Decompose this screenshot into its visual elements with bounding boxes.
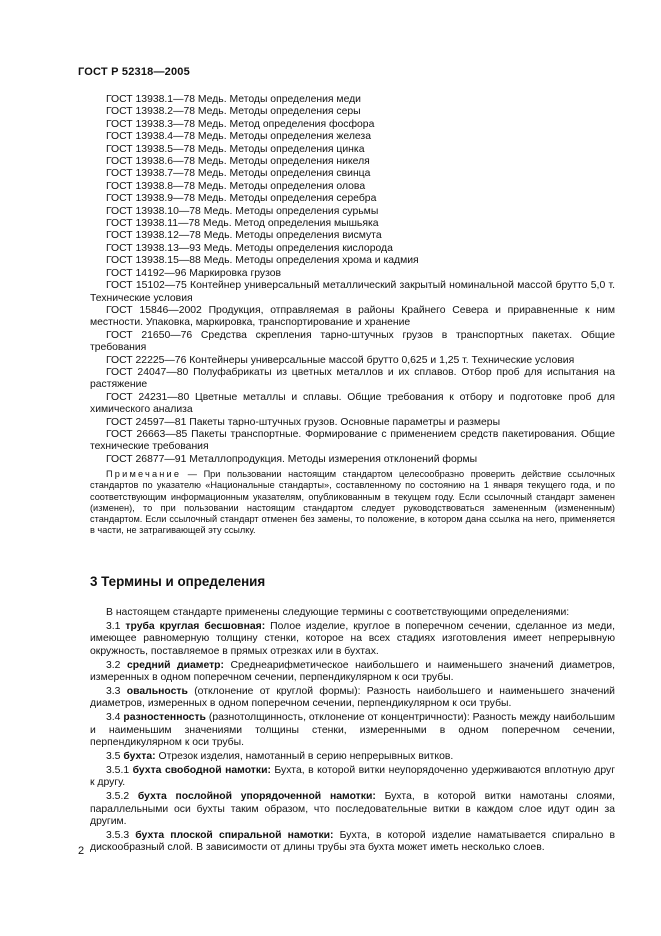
term-text: (разнотолщинность, отклонение от концентричности): Разность между наибольшим и наименьшим значениями толщины стенки, измеренными в одном поперечном сечении, перпендикулярном к оси трубы.	[90, 712, 615, 749]
reference-item: ГОСТ 13938.15—88 Медь. Методы определения хрома и кадмия	[106, 255, 419, 267]
note	[90, 469, 615, 536]
reference-item: ГОСТ 13938.6—78 Медь. Методы определения никеля	[106, 156, 370, 168]
term-number: 3.5.1	[106, 764, 133, 776]
term-text: Бухта, в которой витки неупорядоченно удерживаются вплотную друг к другу.	[90, 764, 615, 789]
note-text: — При пользовании настоящим стандартом целесообразно проверить действие ссылочных стандартов по указателю «Национальные стандарты», составленному по состоянию на 1 января текущего года, и по соответствующим информационным указателям, опубликованным в текущем году. Если ссылочный стандарт заменен (изменен), то при пользовании настоящим стандартом следует руководствоваться замененным (измененным) стандартом. Если ссылочный стандарт отменен без замены, то положение, в котором дана ссылка на него, применяется в части, не затрагивающей эту ссылку.	[90, 469, 615, 536]
term-text: Полое изделие, круглое в поперечном сечении, сделанное из меди, имеющее равномерную толщину стенки, которое на всех стадиях изготовления имеет непрерывную окружность, поставляемое в прямых отрезках или в бухтах.	[90, 620, 615, 657]
term-text: Бухта, в которой витки намотаны слоями, параллельными оси бухты таким образом, что последовательные витки в каждом слое идут один за другим.	[90, 791, 615, 827]
reference-item: ГОСТ 24231—80 Цветные металлы и сплавы. Общие требования к отбору и подготовке проб для химического анализа	[90, 391, 615, 416]
reference-item: ГОСТ 13938.5—78 Медь. Методы определения цинка	[106, 143, 365, 155]
term-definition	[90, 686, 615, 711]
term-definition	[90, 712, 615, 749]
reference-item: ГОСТ 13938.10—78 Медь. Методы определения сурьмы	[106, 205, 379, 217]
term-definition	[90, 621, 615, 658]
term-name: овальность	[126, 685, 188, 697]
term-name: средний диаметр:	[126, 659, 224, 671]
term-number: 3.5	[106, 750, 124, 762]
reference-item: ГОСТ 24597—81 Пакеты тарно-штучных грузов. Основные параметры и размеры	[106, 416, 501, 428]
section-title: 3 Термины и определения	[90, 574, 266, 589]
reference-item: ГОСТ 13938.3—78 Медь. Метод определения фосфора	[106, 118, 375, 130]
terms-section	[90, 607, 615, 856]
reference-item: ГОСТ 13938.2—78 Медь. Методы определения серы	[106, 106, 361, 118]
terms-intro: В настоящем стандарте применены следующие термины с соответствующими определениями:	[106, 607, 570, 618]
term-name: бухта свободной намотки:	[132, 764, 271, 776]
reference-item: ГОСТ 13938.9—78 Медь. Методы определения серебра	[106, 193, 377, 205]
term-number: 3.4	[106, 712, 124, 724]
term-name: разностенность	[123, 712, 206, 724]
reference-item: ГОСТ 21650—76 Средства скрепления тарно-штучных грузов в транспортных пакетах. Общие требования	[90, 329, 615, 354]
page-header: ГОСТ Р 52318—2005	[78, 66, 190, 78]
reference-item: ГОСТ 13938.1—78 Медь. Методы определения меди	[106, 94, 361, 105]
term-number: 3.5.2	[106, 791, 138, 803]
reference-item: ГОСТ 13938.12—78 Медь. Методы определения висмута	[106, 230, 382, 242]
term-name: бухта:	[123, 750, 156, 762]
term-definition	[90, 791, 615, 828]
reference-item: ГОСТ 22225—76 Контейнеры универсальные массой брутто 0,625 и 1,25 т. Технические условия	[106, 354, 575, 366]
reference-item: ГОСТ 13938.13—93 Медь. Методы определения кислорода	[106, 242, 393, 254]
term-name: бухта плоской спиральной намотки:	[135, 829, 334, 841]
reference-item: ГОСТ 15846—2002 Продукция, отправляемая в районы Крайнего Севера и приравненные к ним местности. Упаковка, маркировка, транспортирование и хранение	[90, 304, 615, 329]
term-definition	[90, 660, 615, 685]
reference-item: ГОСТ 15102—75 Контейнер универсальный металлический закрытый номинальной массой брутто 5,0 т. Технические условия	[90, 280, 615, 304]
reference-item: ГОСТ 26877—91 Металлопродукция. Методы измерения отклонений формы	[106, 453, 478, 465]
note-label: Примечание	[106, 469, 182, 480]
term-text: Отрезок изделия, намотанный в серию непрерывных витков.	[155, 750, 454, 762]
normative-references	[90, 94, 615, 546]
reference-item: ГОСТ 13938.4—78 Медь. Методы определения железа	[106, 131, 371, 143]
term-text: Среднеарифметическое наибольшего и наименьшего значений диаметров, измеренных в одном поперечном сечении, перпендикулярном к оси трубы.	[90, 659, 615, 684]
term-text: (отклонение от круглой формы): Разность наибольшего и наименьшего значений диаметров, измеренных в одном поперечном сечении, перпендикулярном к оси трубы.	[90, 685, 615, 710]
reference-item: ГОСТ 13938.7—78 Медь. Методы определения свинца	[106, 168, 371, 180]
term-number: 3.1	[106, 620, 126, 632]
term-name: труба круглая бесшовная:	[125, 620, 266, 632]
term-definition	[90, 830, 615, 855]
term-definition	[90, 751, 615, 763]
reference-item: ГОСТ 24047—80 Полуфабрикаты из цветных металлов и их сплавов. Отбор проб для испытания на растяжение	[90, 366, 615, 391]
reference-item: ГОСТ 14192—96 Маркировка грузов	[106, 267, 282, 279]
term-name: бухта послойной упорядоченной намотки:	[137, 791, 376, 803]
term-number: 3.2	[106, 659, 127, 671]
term-text: Бухта, в которой изделие наматывается спирально в дискообразный слой. В зависимости от длины трубы эта бухта может иметь несколько слоев.	[90, 829, 616, 854]
reference-item: ГОСТ 13938.11—78 Медь. Метод определения мышьяка	[106, 218, 379, 230]
term-number: 3.5.3	[106, 829, 136, 841]
reference-item: ГОСТ 13938.8—78 Медь. Методы определения олова	[106, 180, 366, 192]
page-number: 2	[78, 845, 85, 857]
reference-item: ГОСТ 26663—85 Пакеты транспортные. Формирование с применением средств пакетирования. Общие технические требования	[90, 428, 615, 453]
term-definition	[90, 765, 615, 790]
term-number: 3.3	[106, 685, 127, 697]
